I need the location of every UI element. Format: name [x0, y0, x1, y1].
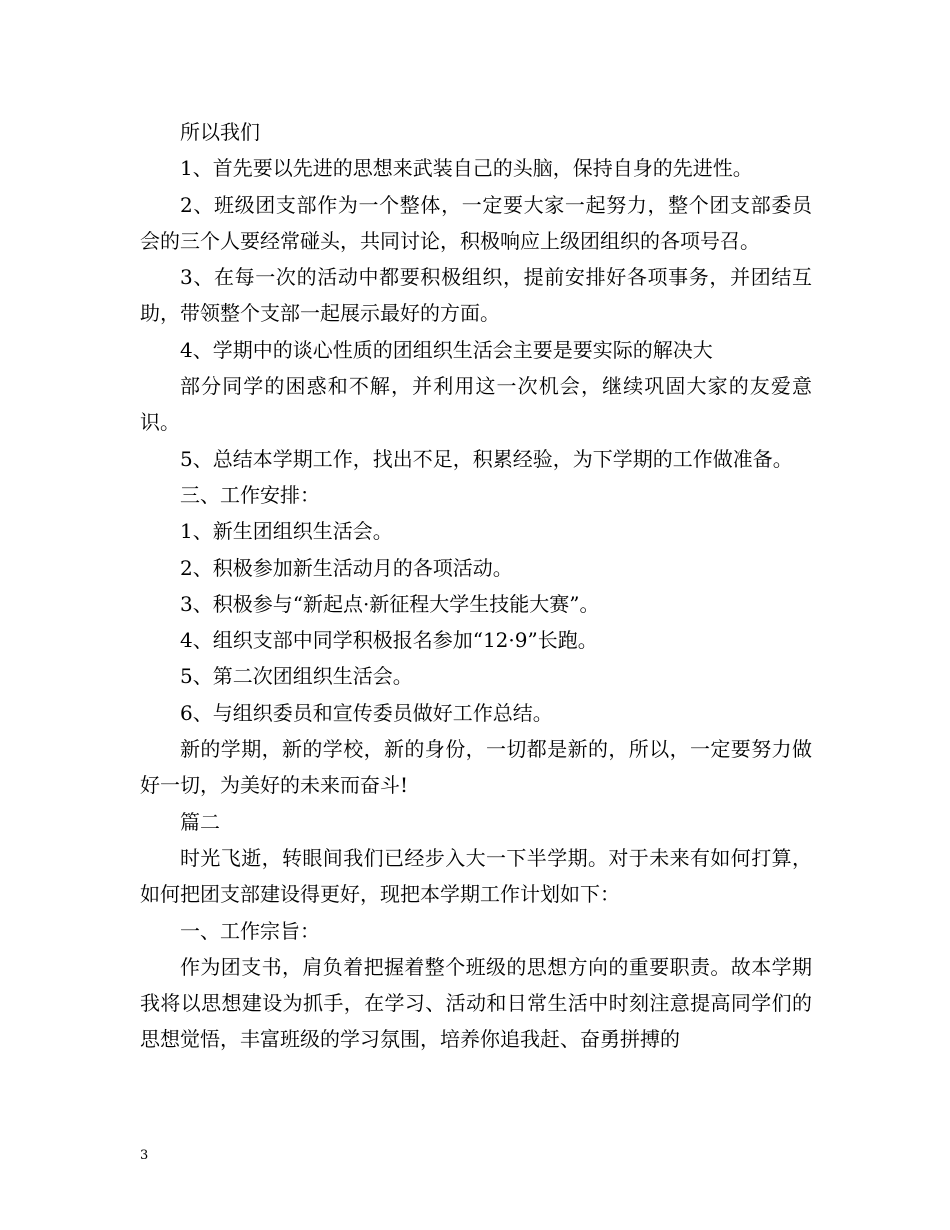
- document-body: [140, 114, 812, 1058]
- section-heading-work-purpose: 一、工作宗旨：: [180, 918, 320, 943]
- arrangement-item-2: 2、积极参加新生活动月的各项活动。: [180, 555, 513, 580]
- paragraph-item-4: 4、学期中的谈心性质的团组织生活会主要是要实际的解决大: [180, 337, 713, 362]
- paragraph-work-purpose: 作为团支书，肩负着把握着整个班级的思想方向的重要职责。故本学期我将以思想建设为抓手，在学习、活动和日常生活中时刻注意提高同学们的思想觉悟，丰富班级的学习氛围，培养你追我赶、奋勇拼搏的: [140, 954, 812, 1052]
- arrangement-item-1: 1、新生团组织生活会。: [180, 519, 393, 544]
- paragraph-item-1: 1、首先要以先进的思想来武装自己的头脑，保持自身的先进性。: [180, 156, 753, 181]
- paragraph-item-5: 5、总结本学期工作，找出不足，积累经验，为下学期的工作做准备。: [180, 446, 793, 471]
- arrangement-item-6: 6、与组织委员和宣传委员做好工作总结。: [180, 700, 553, 725]
- paragraph-closing: 新的学期，新的学校，新的身份，一切都是新的，所以，一定要努力做好一切，为美好的未来而奋斗!: [140, 737, 812, 798]
- paragraph-item-3: 3、在每一次的活动中都要积极组织，提前安排好各项事务，并团结互助，带领整个支部一起展示最好的方面。: [140, 265, 812, 326]
- section-heading-work-arrangement: 三、工作安排：: [180, 482, 320, 507]
- page-number: 3: [140, 1148, 149, 1163]
- paragraph-item-4-continued: 部分同学的困惑和不解，并利用这一次机会，继续巩固大家的友爱意识。: [140, 374, 812, 435]
- section-heading-part-two: 篇二: [180, 809, 220, 834]
- arrangement-item-5: 5、第二次团组织生活会。: [180, 664, 413, 689]
- paragraph-intro: 所以我们: [180, 120, 260, 144]
- paragraph-part-two-intro: 时光飞逝，转眼间我们已经步入大一下半学期。对于未来有如何打算，如何把团支部建设得更好，现把本学期工作计划如下：: [140, 845, 812, 907]
- arrangement-item-3: 3、积极参与“新起点·新征程大学生技能大赛”。: [180, 591, 600, 616]
- paragraph-item-2: 2、班级团支部作为一个整体，一定要大家一起努力，整个团支部委员会的三个人要经常碰头，共同讨论，积极响应上级团组织的各项号召。: [140, 192, 812, 253]
- arrangement-item-4: 4、组织支部中同学积极报名参加“12·9”长跑。: [180, 628, 598, 653]
